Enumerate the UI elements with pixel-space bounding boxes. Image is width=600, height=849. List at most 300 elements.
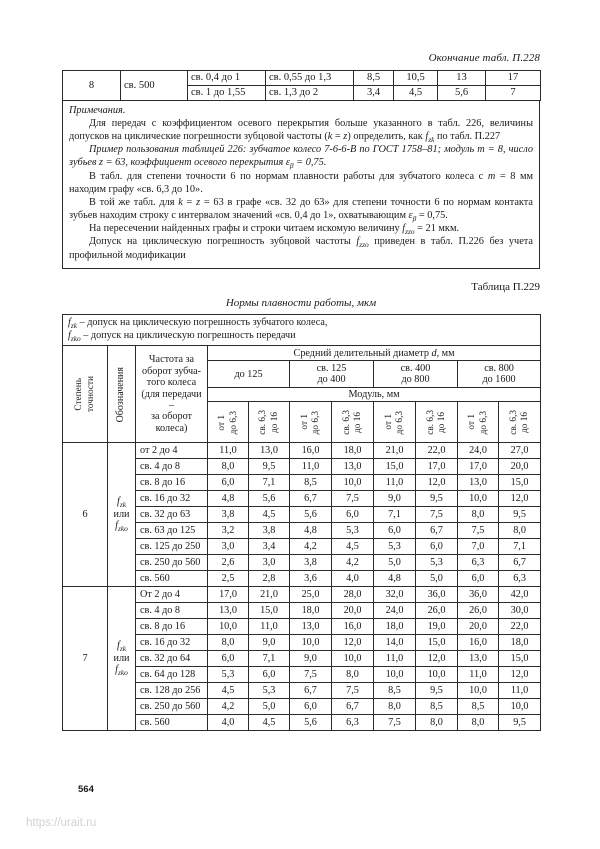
data-cell: 2,6 xyxy=(208,555,249,571)
continued-value-cell: 4,5 xyxy=(394,86,438,101)
notes-paragraph-1 xyxy=(69,118,533,144)
data-cell: 12,0 xyxy=(416,651,458,667)
notes-p2-text-b: = 8, число зубьев xyxy=(69,144,533,169)
notes-p4-text-b: = 63 в графе «св. 32 до 63» для степени точности 6 по нормам контакта зубьев находим строку с интервалом значений «св. 0,4 до 1», охватывающим xyxy=(69,196,533,221)
row-label: св. 32 до 63 xyxy=(136,507,208,523)
table-row xyxy=(63,443,541,459)
notes-p4-text-a: В той же табл. для xyxy=(89,196,179,208)
data-cell: 7,5 xyxy=(290,667,332,683)
data-cell: 10,0 xyxy=(208,619,249,635)
notes-p1-var-f: f xyxy=(425,130,429,142)
data-cell: 9,5 xyxy=(499,715,541,731)
data-cell: 16,0 xyxy=(290,443,332,459)
row-label: От 2 до 4 xyxy=(136,587,208,603)
group-notation-6 xyxy=(108,443,136,587)
header-frequency xyxy=(136,346,208,443)
header-diameter-suffix: , мм xyxy=(436,347,455,359)
data-cell: 7,1 xyxy=(249,475,290,491)
data-cell: 25,0 xyxy=(290,587,332,603)
continued-table xyxy=(62,70,541,101)
header-module-col-3-b: до 16 xyxy=(353,411,363,433)
continued-diameter-cell: св. 500 xyxy=(121,71,188,101)
notes-p2-var-m: m xyxy=(477,144,485,156)
legend-line2-text: – допуск на циклическую погрешность передачи xyxy=(80,329,296,341)
data-cell: 7,5 xyxy=(416,507,458,523)
data-cell: 9,0 xyxy=(249,635,290,651)
data-cell: 7,5 xyxy=(332,491,374,507)
data-cell: 8,0 xyxy=(374,699,416,715)
header-diameter-col-3-line1: св. 800 xyxy=(484,362,514,374)
data-cell: 9,0 xyxy=(374,491,416,507)
header-notation xyxy=(108,346,136,443)
data-cell: 6,0 xyxy=(290,699,332,715)
continued-value-cell: 13 xyxy=(438,71,486,86)
data-cell: 5,6 xyxy=(290,715,332,731)
data-cell: 8,0 xyxy=(208,635,249,651)
data-cell: 7,1 xyxy=(374,507,416,523)
group-notation-6-or: или xyxy=(113,509,130,521)
table-row xyxy=(63,587,541,603)
row-label: св. 8 до 16 xyxy=(136,619,208,635)
data-cell: 11,0 xyxy=(374,651,416,667)
row-label: св. 250 до 560 xyxy=(136,555,208,571)
header-module-col-4-a: от 1 xyxy=(383,414,394,431)
page-content xyxy=(62,52,540,731)
header-module-col-3-a: св. 6,3 xyxy=(341,409,352,435)
data-cell: 6,0 xyxy=(249,667,290,683)
header-module-col-0 xyxy=(208,402,249,443)
data-cell: 6,0 xyxy=(208,651,249,667)
legend-band xyxy=(63,314,541,346)
data-cell: 4,0 xyxy=(208,715,249,731)
continued-table-caption: Окончание табл. П.228 xyxy=(428,52,540,64)
data-cell: 5,3 xyxy=(332,523,374,539)
header-frequency-line6: колеса) xyxy=(155,422,188,434)
table-row xyxy=(63,314,541,346)
header-module-col-7-a: св. 6,3 xyxy=(508,409,519,435)
header-module-col-2-b: до 6,3 xyxy=(311,410,321,434)
notes-p2-text-d: = 0,75. xyxy=(293,157,327,169)
data-cell: 28,0 xyxy=(332,587,374,603)
notes-p1-text-b: ) определить, как xyxy=(347,130,426,142)
notation-f1-symbol: f xyxy=(116,495,120,507)
data-cell: 15,0 xyxy=(249,603,290,619)
data-cell: 4,5 xyxy=(249,507,290,523)
notes-p3-text-a: В табл. для степени точности 6 по нормам плавности работы для зубчатого колеса с xyxy=(89,170,488,182)
header-diameter-col-2 xyxy=(374,361,458,388)
header-module-col-1-a: св. 6,3 xyxy=(258,409,269,435)
notes-paragraph-3 xyxy=(69,171,533,197)
data-cell: 9,0 xyxy=(290,651,332,667)
data-cell: 22,0 xyxy=(416,443,458,459)
header-diameter-col-2-line2: до 800 xyxy=(401,374,430,386)
header-module-col-0-a: от 1 xyxy=(217,414,228,431)
data-cell: 8,0 xyxy=(208,459,249,475)
notation-f2-sub: zko xyxy=(117,524,128,534)
notes-p2-var-z: z xyxy=(99,157,104,169)
data-cell: 6,7 xyxy=(499,555,541,571)
continued-degree-cell: 8 xyxy=(63,71,121,101)
header-module-col-7 xyxy=(499,402,541,443)
notes-p4-var-k: k xyxy=(178,196,183,208)
data-cell: 3,6 xyxy=(290,571,332,587)
data-cell: 12,0 xyxy=(499,667,541,683)
data-cell: 5,0 xyxy=(374,555,416,571)
notes-p5-text-a: На пересечении найденных графы и строки читаем искомую величину xyxy=(89,222,403,234)
data-cell: 8,0 xyxy=(416,715,458,731)
notation-f1-symbol: f xyxy=(116,639,120,651)
data-cell: 12,0 xyxy=(499,491,541,507)
data-cell: 10,0 xyxy=(332,475,374,491)
notes-p2-eps: ε xyxy=(285,157,290,169)
data-cell: 4,5 xyxy=(332,539,374,555)
group-notation-7-f2 xyxy=(111,664,132,677)
data-cell: 12,0 xyxy=(332,635,374,651)
header-diameter-prefix: Средний делительный диаметр xyxy=(293,347,432,359)
continued-value-cell: 17 xyxy=(486,71,541,86)
page-number: 564 xyxy=(78,784,94,795)
data-cell: 4,5 xyxy=(249,715,290,731)
header-module-group: Модуль, мм xyxy=(208,388,541,402)
header-module-col-1 xyxy=(249,402,290,443)
data-cell: 10,0 xyxy=(458,491,499,507)
notes-p3-text-b: = 8 мм находим графу «св. 6,3 до 10». xyxy=(69,170,533,195)
data-cell: 36,0 xyxy=(458,587,499,603)
header-degree-line1: Степень xyxy=(74,377,85,411)
data-cell: 7,5 xyxy=(374,715,416,731)
notes-p6-sub: zzo xyxy=(359,240,369,250)
row-label: св. 64 до 128 xyxy=(136,667,208,683)
continued-col4-cell: св. 0,55 до 1,3 xyxy=(266,71,354,86)
row-label: св. 125 до 250 xyxy=(136,539,208,555)
notes-p3-var-m: m xyxy=(487,170,496,182)
smoothness-norms-table xyxy=(62,314,541,732)
data-cell: 6,7 xyxy=(290,491,332,507)
notes-paragraph-5 xyxy=(69,223,533,236)
data-cell: 18,0 xyxy=(290,603,332,619)
notes-p4-eps: ε xyxy=(408,209,413,221)
data-cell: 21,0 xyxy=(249,587,290,603)
watermark-url: https://urait.ru xyxy=(26,817,97,829)
header-notation-label: Обозначения xyxy=(115,366,127,422)
group-notation-7 xyxy=(108,587,136,731)
data-cell: 20,0 xyxy=(458,619,499,635)
group-notation-7-or: или xyxy=(113,653,130,665)
header-module-col-5-b: до 16 xyxy=(437,411,447,433)
notes-p1-eq: = xyxy=(332,130,344,142)
data-cell: 3,8 xyxy=(249,523,290,539)
data-cell: 24,0 xyxy=(374,603,416,619)
notes-p1-text-a: Для передач с коэффициентом осевого перекрытия больше указанного в табл. 226, величины допусков на циклические погрешности зубцовой частоты ( xyxy=(69,117,533,142)
data-cell: 11,0 xyxy=(290,459,332,475)
data-cell: 22,0 xyxy=(499,619,541,635)
continued-value-cell: 3,4 xyxy=(354,86,394,101)
data-cell: 13,0 xyxy=(458,651,499,667)
notes-paragraph-2 xyxy=(69,144,533,170)
data-cell: 13,0 xyxy=(332,459,374,475)
header-module-col-5-a: св. 6,3 xyxy=(425,409,436,435)
notes-p6-text-b: приведен в табл. П.226 без учета профильной модификации xyxy=(69,236,533,261)
header-diameter-var: d xyxy=(431,347,437,359)
legend-f1: f xyxy=(68,316,71,328)
notation-f2-symbol: f xyxy=(115,664,118,676)
data-cell: 3,8 xyxy=(290,555,332,571)
data-cell: 15,0 xyxy=(499,651,541,667)
continued-col3-cell: св. 0,4 до 1 xyxy=(188,71,266,86)
notes-paragraph-4 xyxy=(69,197,533,223)
data-cell: 11,0 xyxy=(208,443,249,459)
data-cell: 7,1 xyxy=(499,539,541,555)
data-cell: 15,0 xyxy=(416,635,458,651)
header-module-col-3 xyxy=(332,402,374,443)
data-cell: 4,0 xyxy=(332,571,374,587)
data-cell: 6,0 xyxy=(332,507,374,523)
data-cell: 7,5 xyxy=(332,683,374,699)
data-cell: 6,0 xyxy=(374,523,416,539)
data-cell: 7,1 xyxy=(249,651,290,667)
header-module-col-1-b: до 16 xyxy=(269,411,280,433)
data-cell: 21,0 xyxy=(374,443,416,459)
data-cell: 32,0 xyxy=(374,587,416,603)
data-cell: 7,5 xyxy=(458,523,499,539)
data-cell: 4,8 xyxy=(208,491,249,507)
data-cell: 5,0 xyxy=(249,699,290,715)
header-module-col-5 xyxy=(416,402,458,443)
data-cell: 4,2 xyxy=(208,699,249,715)
main-table-title: Нормы плавности работы, мкм xyxy=(225,296,377,309)
notes-p5-var-f: f xyxy=(402,222,406,234)
data-cell: 8,5 xyxy=(458,699,499,715)
row-label: св. 250 до 560 xyxy=(136,699,208,715)
notes-example-label: Пример xyxy=(89,144,124,156)
notes-paragraph-6 xyxy=(69,236,533,262)
data-cell: 10,0 xyxy=(332,651,374,667)
header-diameter-col-0 xyxy=(208,361,290,388)
data-cell: 11,0 xyxy=(249,619,290,635)
data-cell: 13,0 xyxy=(208,603,249,619)
legend-f2-sub: zko xyxy=(70,334,81,343)
group-notation-6-f1 xyxy=(111,496,132,509)
legend-f2: f xyxy=(68,329,71,341)
data-cell: 2,8 xyxy=(249,571,290,587)
data-cell: 6,0 xyxy=(458,571,499,587)
data-cell: 11,0 xyxy=(374,475,416,491)
continued-value-cell: 8,5 xyxy=(354,71,394,86)
data-cell: 5,6 xyxy=(249,491,290,507)
data-cell: 5,6 xyxy=(290,507,332,523)
notes-block xyxy=(62,101,540,269)
row-label: св. 560 xyxy=(136,715,208,731)
data-cell: 5,3 xyxy=(249,683,290,699)
notes-p1-var-z: z xyxy=(343,130,348,142)
legend-line1-text: – допуск на циклическую погрешность зубчатого колеса, xyxy=(77,316,328,328)
data-cell: 18,0 xyxy=(332,443,374,459)
data-cell: 18,0 xyxy=(374,619,416,635)
main-table-number-caption: Таблица П.229 xyxy=(471,280,540,293)
data-cell: 8,5 xyxy=(416,699,458,715)
header-diameter-col-0-line1: до 125 xyxy=(234,368,263,380)
header-diameter-group xyxy=(208,346,541,361)
data-cell: 15,0 xyxy=(374,459,416,475)
header-diameter-col-2-line1: св. 400 xyxy=(400,362,431,374)
row-label: св. 4 до 8 xyxy=(136,459,208,475)
data-cell: 3,0 xyxy=(208,539,249,555)
notation-f2-sub: zko xyxy=(117,668,128,678)
data-cell: 4,8 xyxy=(290,523,332,539)
notes-p5-sub: zzo xyxy=(405,226,415,236)
group-notation-7-f1 xyxy=(111,640,132,653)
continued-value-cell: 5,6 xyxy=(438,86,486,101)
data-cell: 9,5 xyxy=(499,507,541,523)
header-frequency-line2: оборот зубча- xyxy=(141,365,202,377)
data-cell: 10,0 xyxy=(416,667,458,683)
data-cell: 13,0 xyxy=(458,475,499,491)
group-notation-6-f2 xyxy=(111,520,132,533)
data-cell: 5,3 xyxy=(416,555,458,571)
header-degree-of-accuracy xyxy=(63,346,108,443)
data-cell: 42,0 xyxy=(499,587,541,603)
header-degree-line2: точности xyxy=(85,376,96,413)
data-cell: 3,4 xyxy=(249,539,290,555)
row-label: св. 16 до 32 xyxy=(136,491,208,507)
data-cell: 3,0 xyxy=(249,555,290,571)
data-cell: 9,5 xyxy=(416,491,458,507)
data-cell: 6,3 xyxy=(458,555,499,571)
notes-p5-text-b: = 21 мкм. xyxy=(414,222,460,234)
table-row xyxy=(63,346,541,361)
data-cell: 12,0 xyxy=(416,475,458,491)
header-frequency-line1: Частота за xyxy=(148,354,195,366)
notes-p6-text-a: Допуск на циклическую погрешность зубцовой частоты xyxy=(89,236,357,248)
header-diameter-col-3 xyxy=(458,361,541,388)
continued-col4-cell: св. 1,3 до 2 xyxy=(266,86,354,101)
data-cell: 4,2 xyxy=(332,555,374,571)
notes-p6-var-f: f xyxy=(356,236,360,248)
data-cell: 9,5 xyxy=(416,683,458,699)
header-module-col-6-b: до 6,3 xyxy=(478,410,489,434)
continued-col3-cell: св. 1 до 1,55 xyxy=(188,86,266,101)
notes-p4-eps-sub: β xyxy=(412,213,417,223)
data-cell: 11,0 xyxy=(499,683,541,699)
legend-f1-sub: zk xyxy=(70,320,78,330)
data-cell: 3,2 xyxy=(208,523,249,539)
header-module-col-2-a: от 1 xyxy=(299,414,310,431)
data-cell: 4,5 xyxy=(208,683,249,699)
data-cell: 14,0 xyxy=(374,635,416,651)
notes-p4-text-c: = 0,75. xyxy=(416,209,448,221)
notes-p1-sub: zk xyxy=(428,134,435,144)
data-cell: 17,0 xyxy=(416,459,458,475)
notes-p4-eq: = xyxy=(182,196,197,208)
header-module-col-6-a: от 1 xyxy=(467,414,478,431)
row-label: св. 63 до 125 xyxy=(136,523,208,539)
header-module-col-6 xyxy=(458,402,499,443)
data-cell: 10,0 xyxy=(499,699,541,715)
data-cell: 19,0 xyxy=(416,619,458,635)
row-label: св. 8 до 16 xyxy=(136,475,208,491)
notation-f2-symbol: f xyxy=(115,520,118,532)
data-cell: 15,0 xyxy=(499,475,541,491)
data-cell: 6,0 xyxy=(416,539,458,555)
data-cell: 5,3 xyxy=(208,667,249,683)
data-cell: 13,0 xyxy=(249,443,290,459)
data-cell: 2,5 xyxy=(208,571,249,587)
notation-f1-sub: zk xyxy=(119,499,126,509)
header-diameter-col-3-line2: до 1600 xyxy=(482,374,516,386)
row-label: св. 16 до 32 xyxy=(136,635,208,651)
data-cell: 10,0 xyxy=(458,683,499,699)
data-cell: 6,3 xyxy=(499,571,541,587)
data-cell: 26,0 xyxy=(416,603,458,619)
notes-p2-text-c: = 63, коэффициент осевого перекрытия xyxy=(103,157,286,169)
data-cell: 5,3 xyxy=(374,539,416,555)
legend-line-1 xyxy=(68,317,535,330)
data-cell: 8,0 xyxy=(499,523,541,539)
table-row xyxy=(63,71,541,86)
legend-line-2 xyxy=(68,330,535,343)
group-degree-7: 7 xyxy=(63,587,108,731)
header-module-col-2 xyxy=(290,402,332,443)
header-module-col-7-b: до 16 xyxy=(520,411,531,433)
continued-value-cell: 10,5 xyxy=(394,71,438,86)
notes-p2-text-a: пользования таблицей 226: зубчатое колесо 7-6-6-В по ГОСТ 1758–81; модуль xyxy=(123,144,478,156)
data-cell: 18,0 xyxy=(499,635,541,651)
data-cell: 9,5 xyxy=(249,459,290,475)
notes-p1-text-c: по табл. П.227 xyxy=(434,130,501,142)
data-cell: 8,0 xyxy=(458,507,499,523)
data-cell: 27,0 xyxy=(499,443,541,459)
notation-f1-sub: zk xyxy=(119,643,126,653)
notes-p2-eps-sub: β xyxy=(289,161,294,171)
data-cell: 8,5 xyxy=(290,475,332,491)
data-cell: 6,0 xyxy=(208,475,249,491)
header-module-col-4-b: до 6,3 xyxy=(395,410,405,434)
data-cell: 30,0 xyxy=(499,603,541,619)
data-cell: 17,0 xyxy=(458,459,499,475)
data-cell: 6,7 xyxy=(290,683,332,699)
row-label: св. 128 до 256 xyxy=(136,683,208,699)
data-cell: 36,0 xyxy=(416,587,458,603)
group-degree-6: 6 xyxy=(63,443,108,587)
data-cell: 17,0 xyxy=(208,587,249,603)
data-cell: 4,8 xyxy=(374,571,416,587)
data-cell: 10,0 xyxy=(290,635,332,651)
data-cell: 6,7 xyxy=(416,523,458,539)
data-cell: 8,5 xyxy=(374,683,416,699)
data-cell: 6,7 xyxy=(332,699,374,715)
data-cell: 13,0 xyxy=(290,619,332,635)
notes-heading: Примечания. xyxy=(69,105,126,116)
data-cell: 16,0 xyxy=(458,635,499,651)
data-cell: 20,0 xyxy=(499,459,541,475)
row-label: св. 560 xyxy=(136,571,208,587)
row-label: от 2 до 4 xyxy=(136,443,208,459)
continued-value-cell: 7 xyxy=(486,86,541,101)
data-cell: 11,0 xyxy=(458,667,499,683)
header-diameter-col-1 xyxy=(290,361,374,388)
data-cell: 3,8 xyxy=(208,507,249,523)
data-cell: 24,0 xyxy=(458,443,499,459)
row-label: св. 4 до 8 xyxy=(136,603,208,619)
data-cell: 7,0 xyxy=(458,539,499,555)
header-frequency-line5: за оборот xyxy=(151,411,192,423)
data-cell: 5,0 xyxy=(416,571,458,587)
notes-p1-var-k: k xyxy=(327,130,333,142)
header-frequency-line3: того колеса xyxy=(146,377,197,389)
data-cell: 6,3 xyxy=(332,715,374,731)
data-cell: 8,0 xyxy=(458,715,499,731)
header-frequency-line4: (для передачи – xyxy=(141,388,202,411)
